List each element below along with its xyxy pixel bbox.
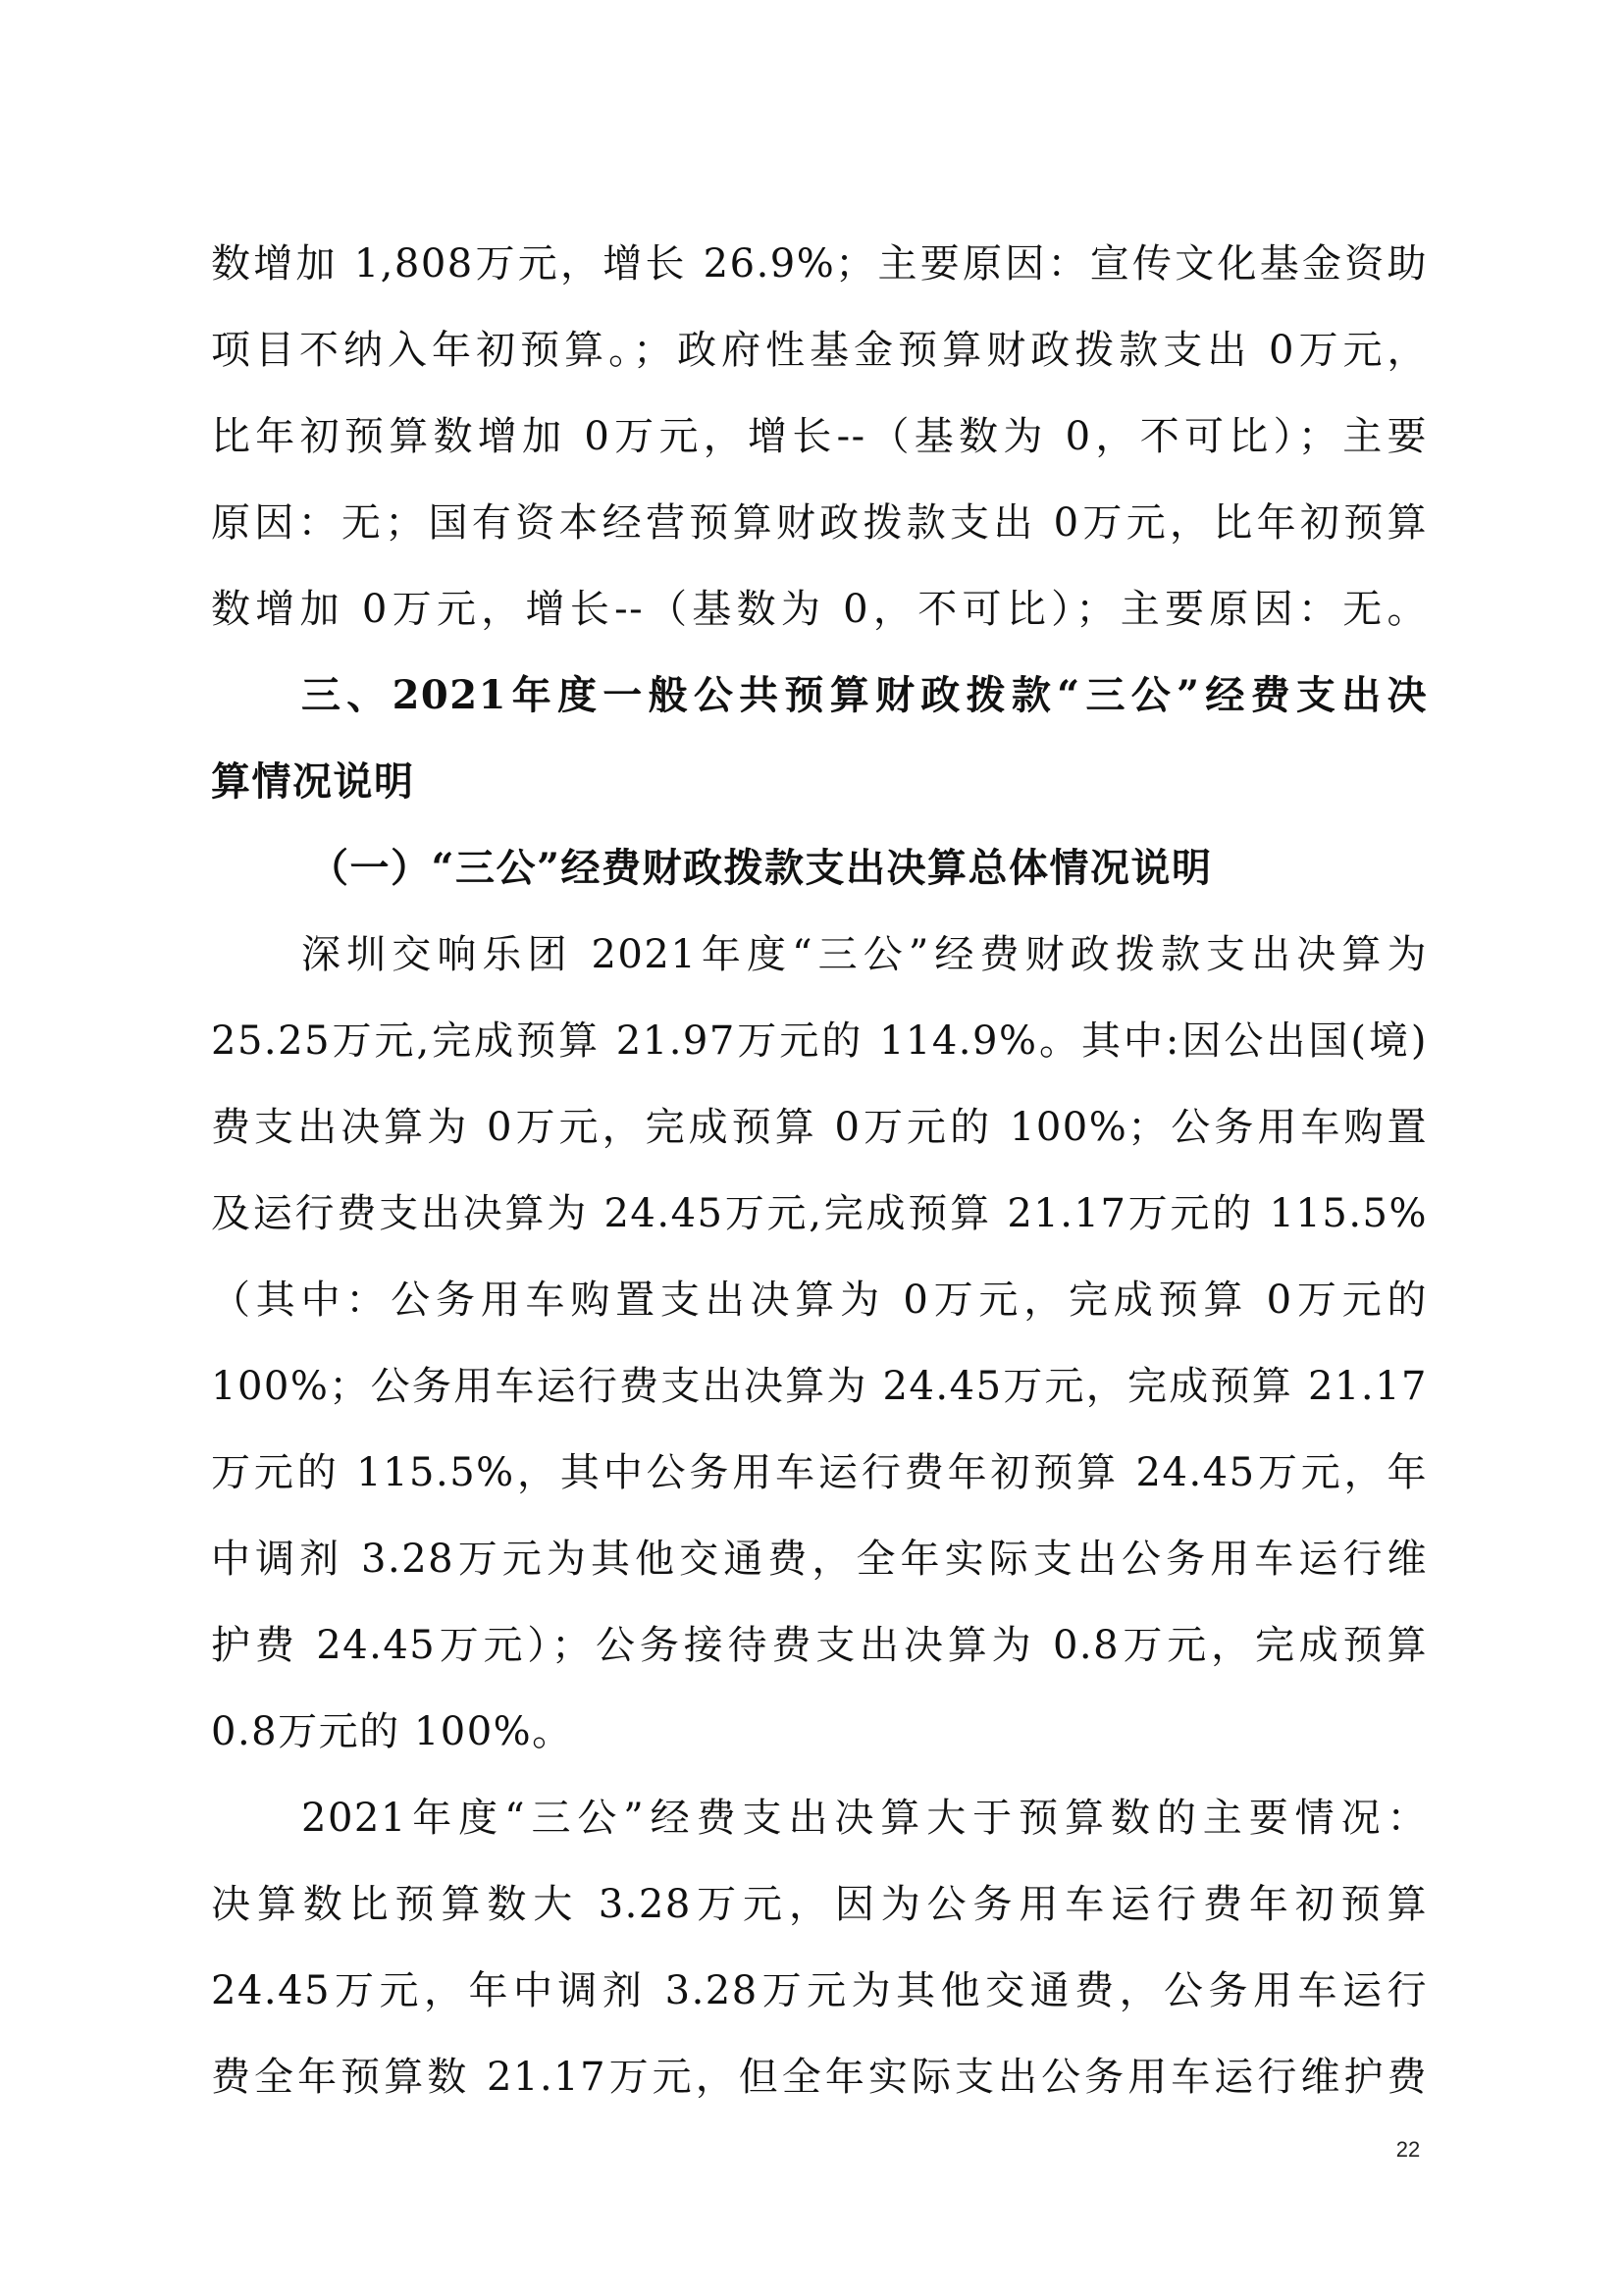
paragraph-line: 项目不纳入年初预算。；政府性基金预算财政拨款支出 0万元， bbox=[211, 328, 1428, 373]
paragraph-line: 万元的 115.5%，其中公务用车运行费年初预算 24.45万元，年 bbox=[211, 1450, 1428, 1495]
paragraph-line: 0.8万元的 100%。 bbox=[211, 1709, 573, 1754]
subsection-heading: （一）“三公”经费财政拨款支出决算总体情况说明 bbox=[309, 845, 1213, 891]
page-number: 22 bbox=[1395, 2137, 1421, 2162]
paragraph-line: 24.45万元，年中调剂 3.28万元为其他交通费，公务用车运行 bbox=[211, 1968, 1428, 2013]
section-heading-continued: 算情况说明 bbox=[211, 758, 415, 805]
paragraph-line: 100%；公务用车运行费支出决算为 24.45万元，完成预算 21.17 bbox=[211, 1364, 1428, 1409]
paragraph-line: 比年初预算数增加 0万元，增长--（基数为 0，不可比）；主要 bbox=[211, 414, 1428, 459]
body-text bbox=[211, 221, 1428, 2120]
paragraph-line: 护费 24.45万元）；公务接待费支出决算为 0.8万元，完成预算 bbox=[211, 1623, 1428, 1668]
paragraph-line: 费支出决算为 0万元，完成预算 0万元的 100%；公务用车购置 bbox=[211, 1105, 1428, 1150]
paragraph-line: 25.25万元,完成预算 21.97万元的 114.9%。其中:因公出国(境) bbox=[211, 1018, 1428, 1064]
paragraph-line: 费全年预算数 21.17万元，但全年实际支出公务用车运行维护费 bbox=[211, 2055, 1428, 2100]
paragraph-line: 2021年度“三公”经费支出决算大于预算数的主要情况： bbox=[301, 1796, 1428, 1841]
paragraph-line: 决算数比预算数大 3.28万元，因为公务用车运行费年初预算 bbox=[211, 1882, 1428, 1927]
paragraph-line: 数增加 0万元，增长--（基数为 0，不可比）；主要原因：无。 bbox=[211, 587, 1428, 632]
paragraph-line: 及运行费支出决算为 24.45万元,完成预算 21.17万元的 115.5% bbox=[211, 1191, 1428, 1236]
paragraph-line: （其中：公务用车购置支出决算为 0万元，完成预算 0万元的 bbox=[211, 1278, 1428, 1323]
paragraph-line: 数增加 1,808万元，增长 26.9%；主要原因：宣传文化基金资助 bbox=[211, 241, 1428, 287]
section-heading: 三、2021年度一般公共预算财政拨款“三公”经费支出决 bbox=[301, 672, 1428, 718]
paragraph-line: 原因：无；国有资本经营预算财政拨款支出 0万元，比年初预算 bbox=[211, 500, 1428, 546]
paragraph-line: 深圳交响乐团 2021年度“三公”经费财政拨款支出决算为 bbox=[301, 932, 1428, 977]
paragraph-line: 中调剂 3.28万元为其他交通费，全年实际支出公务用车运行维 bbox=[211, 1537, 1428, 1582]
